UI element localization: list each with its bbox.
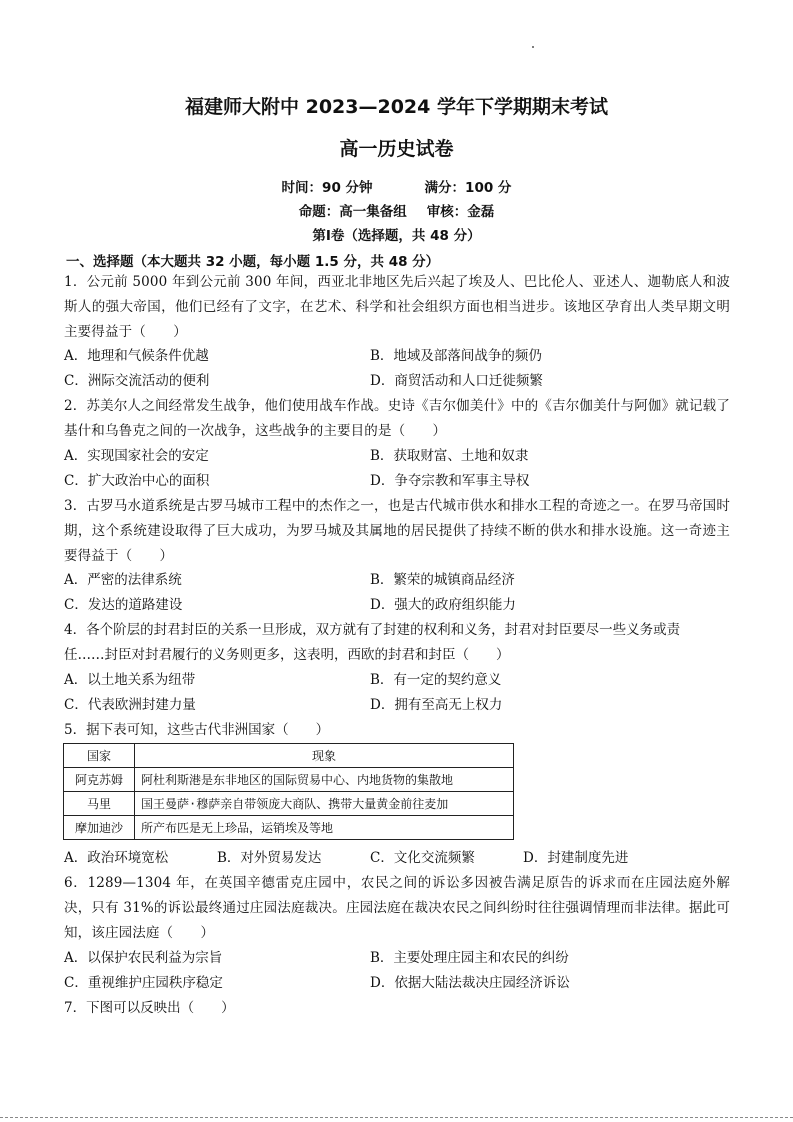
table-header-country: 国家	[64, 744, 135, 768]
q4-option-b: B．有一定的契约意义	[370, 672, 502, 688]
exam-score: 满分：100 分	[424, 180, 512, 196]
exam-time: 时间：90 分钟	[281, 180, 373, 196]
exam-subtitle: 高一历史试卷	[339, 138, 454, 160]
exam-title: 福建师大附中 2023—2024 学年下学期期末考试	[185, 96, 608, 118]
table-cell-country: 阿克苏姆	[64, 768, 135, 792]
q3-option-a: A．严密的法律系统	[64, 572, 182, 588]
question-4-stem-line1: 4．各个阶层的封君封臣的关系一旦形成，双方就有了封建的权利和义务，封君对封臣要尽一些义务或责	[64, 622, 681, 638]
table-row	[64, 792, 514, 816]
q4-option-a: A．以土地关系为纽带	[64, 672, 196, 688]
scan-dot	[532, 46, 534, 48]
q1-option-a: A．地理和气候条件优越	[64, 348, 209, 364]
exam-author: 命题：高一集备组	[298, 204, 407, 220]
q1-option-d: D．商贸活动和人口迁徙频繁	[370, 373, 543, 389]
table-row	[64, 768, 514, 792]
q1-option-b: B．地域及部落间战争的频仍	[370, 348, 542, 364]
q2-option-c: C．扩大政治中心的面积	[64, 473, 210, 489]
question-4-stem-line2: 任……封臣对封君履行的义务则更多，这表明，西欧的封君和封臣（ ）	[64, 647, 510, 663]
q3-option-b: B．繁荣的城镇商品经济	[370, 572, 515, 588]
q6-option-b: B．主要处理庄园主和农民的纠纷	[370, 950, 569, 966]
page-bottom-divider	[0, 1117, 793, 1118]
table-cell-phenomenon: 阿杜利斯港是东非地区的国际贸易中心、内地货物的集散地	[135, 768, 514, 792]
table-row	[64, 816, 514, 840]
q5-option-d: D．封建制度先进	[523, 850, 629, 866]
q2-option-b: B．获取财富、土地和奴隶	[370, 448, 529, 464]
q4-option-d: D．拥有至高无上权力	[370, 697, 503, 713]
question-1-stem: 1．公元前 5000 年到公元前 300 年间，西亚北非地区先后兴起了埃及人、巴比伦人、亚述人、迦勒底人和波斯人的强大帝国，他们已经有了文字，在艺术、科学和社会组织方面也相当进步。该地区孕育出人类早期文明主要得益于（ ）	[64, 274, 730, 340]
q6-option-a: A．以保护农民利益为宗旨	[64, 950, 223, 966]
q2-option-d: D．争夺宗教和军事主导权	[370, 473, 530, 489]
q6-option-d: D．依据大陆法裁决庄园经济诉讼	[370, 975, 570, 991]
q5-option-a: A．政治环境宽松	[64, 850, 169, 866]
q3-option-d: D．强大的政府组织能力	[370, 597, 516, 613]
q1-option-c: C．洲际交流活动的便利	[64, 373, 210, 389]
section-title: 一、选择题（本大题共 32 小题，每小题 1.5 分，共 48 分）	[66, 254, 440, 270]
table-cell-country: 摩加迪沙	[64, 816, 135, 840]
q6-option-c: C．重视维护庄园秩序稳定	[64, 975, 223, 991]
table-cell-phenomenon: 所产布匹是无上珍品，运销埃及等地	[135, 816, 514, 840]
q4-option-c: C．代表欧洲封建力量	[64, 697, 196, 713]
exam-volume: 第Ⅰ卷（选择题，共 48 分）	[312, 228, 481, 244]
table-cell-phenomenon: 国王曼萨·穆萨亲自带领庞大商队、携带大量黄金前往麦加	[135, 792, 514, 816]
exam-time-score	[0, 176, 793, 196]
q3-option-c: C．发达的道路建设	[64, 597, 183, 613]
table-cell-country: 马里	[64, 792, 135, 816]
question-2-stem: 2．苏美尔人之间经常发生战争，他们使用战车作战。史诗《吉尔伽美什》中的《吉尔伽美什与阿伽》就记载了基什和乌鲁克之间的一次战争，这些战争的主要目的是（ ）	[64, 398, 730, 439]
exam-author-reviewer	[0, 200, 793, 220]
question-3-stem: 3．古罗马水道系统是古罗马城市工程中的杰作之一，也是古代城市供水和排水工程的奇迹之一。在罗马帝国时期，这个系统建设取得了巨大成功，为罗马城及其属地的居民提供了持续不断的供水和排水设施。这一奇迹主要得益于（ ）	[64, 498, 730, 564]
exam-reviewer: 审核：金磊	[426, 204, 495, 220]
q5-option-b: B．对外贸易发达	[217, 850, 322, 866]
question-7-stem: 7．下图可以反映出（ ）	[64, 1000, 235, 1016]
question-5-table	[63, 743, 514, 840]
question-6-stem: 6．1289—1304 年，在英国辛德雷克庄园中，农民之间的诉讼多因被告满足原告的诉求而在庄园法庭外解决，只有 31%的诉讼最终通过庄园法庭裁决。庄园法庭在裁决农民之间纠纷时往往强调情理而非法律。据此可知，该庄园法庭（ ）	[64, 875, 730, 941]
table-header-row	[64, 744, 514, 768]
table-header-phenomenon: 现象	[135, 744, 514, 768]
q2-option-a: A．实现国家社会的安定	[64, 448, 209, 464]
question-5-stem: 5．据下表可知，这些古代非洲国家（ ）	[64, 722, 330, 738]
q5-option-c: C．文化交流频繁	[370, 850, 475, 866]
